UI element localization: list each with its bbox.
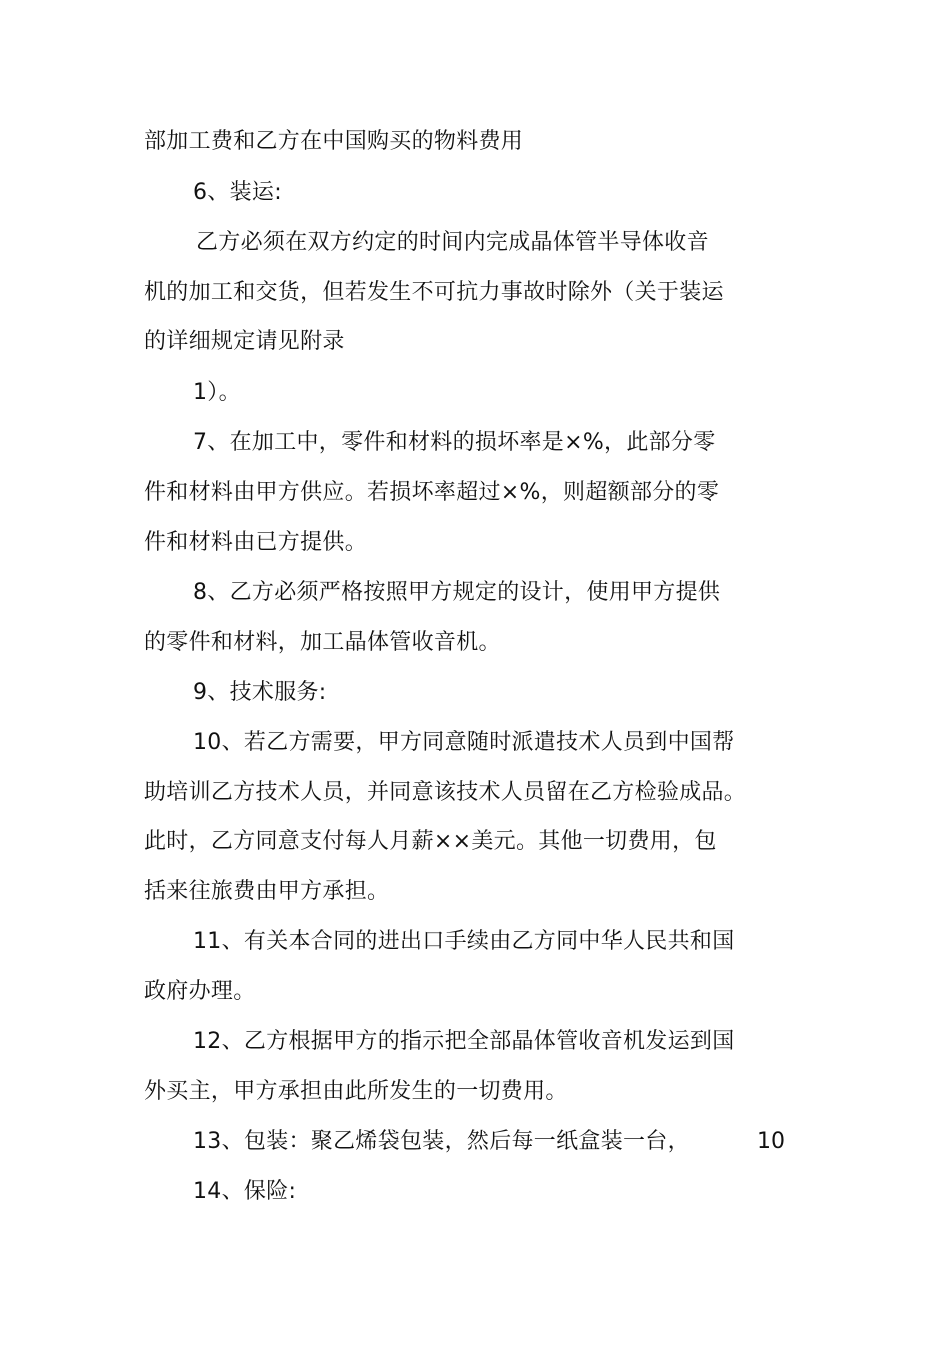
- text-line: 的零件和材料，加工晶体管收音机。: [144, 630, 501, 655]
- clause-13-packaging: 13、包装：聚乙烯袋包装，然后每一纸盒装一台，: [193, 1129, 690, 1154]
- section-heading-shipping: 6、装运:: [193, 180, 282, 205]
- text-line: 括来往旅费由甲方承担。: [144, 879, 390, 904]
- text-line: 政府办理。: [144, 979, 256, 1004]
- text-line: 乙方必须在双方约定的时间内完成晶体管半导体收音: [196, 230, 709, 255]
- section-heading-technical-service: 9、技术服务:: [193, 680, 327, 705]
- text-line: 1）。: [193, 380, 241, 405]
- text-line: 件和材料由甲方供应。若损坏率超过×%，则超额部分的零: [144, 480, 720, 505]
- text-line: 件和材料由已方提供。: [144, 530, 368, 555]
- text-line: 助培训乙方技术人员，并同意该技术人员留在乙方检验成品。: [144, 780, 747, 805]
- section-heading-insurance: 14、保险:: [193, 1179, 297, 1204]
- text-line: 的详细规定请见附录: [144, 329, 345, 354]
- text-line: 部加工费和乙方在中国购买的物料费用: [144, 129, 524, 154]
- text-line: 此时，乙方同意支付每人月薪××美元。其他一切费用，包: [144, 829, 717, 854]
- clause-7: 7、在加工中，零件和材料的损坏率是×%，此部分零: [193, 430, 716, 455]
- text-line: 机的加工和交货，但若发生不可抗力事故时除外（关于装运: [144, 280, 724, 305]
- clause-11: 11、有关本合同的进出口手续由乙方同中华人民共和国: [193, 929, 735, 954]
- text-line: 外买主，甲方承担由此所发生的一切费用。: [144, 1079, 568, 1104]
- clause-10: 10、若乙方需要，甲方同意随时派遣技术人员到中国帮: [193, 730, 735, 755]
- packaging-quantity: 10: [757, 1129, 785, 1154]
- clause-8: 8、乙方必须严格按照甲方规定的设计，使用甲方提供: [193, 580, 721, 605]
- clause-12: 12、乙方根据甲方的指示把全部晶体管收音机发运到国: [193, 1029, 735, 1054]
